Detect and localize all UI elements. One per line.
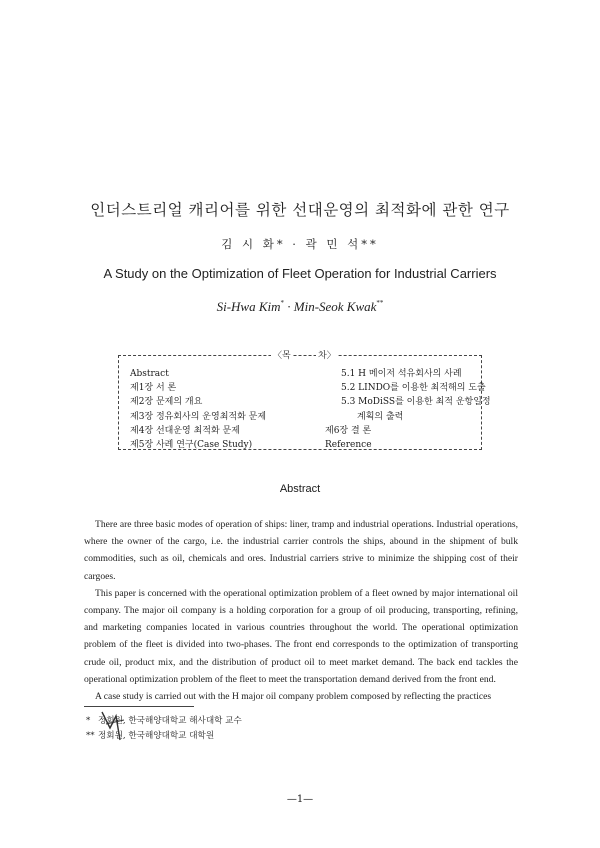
toc-item: 제3장 정유회사의 운영최적화 문제	[130, 411, 267, 422]
toc-item: 5.1 H 메이저 석유회사의 사례	[341, 369, 462, 379]
toc-item: Abstract	[130, 369, 169, 379]
toc-left-column	[130, 367, 266, 452]
toc-right-column	[325, 367, 491, 452]
author-2-mark: **	[376, 299, 384, 307]
footnote-mark: **	[86, 731, 95, 741]
korean-authors: 김 시 화* · 곽 민 석**	[221, 237, 379, 251]
toc-item: 제2장 문제의 개요	[130, 397, 203, 408]
author-separator: ·	[284, 299, 294, 314]
handwritten-mark	[96, 706, 132, 746]
toc-heading-right: 차〉	[316, 348, 338, 361]
toc-item: 5.3 MoDiSS를 이용한 최적 운항일정	[341, 397, 491, 408]
footnote-text: 정회원, 한국해양대학교 해사대학 교수	[98, 716, 242, 726]
toc-item: 제5장 사례 연구(Case Study)	[130, 440, 253, 451]
toc-item: 5.2 LINDO를 이용한 최적해의 도출	[341, 383, 486, 394]
abstract-paragraph: There are three basic modes of operation of ships: liner, tramp and industrial operations. Industrial operations, where the owner of the cargo, i.e. the industrial carrier controls the ships, abound in the shipment of bulk commodities, such as oil, chemicals and ores. Industrial carriers strive to minimize the shipping cost of their cargoes.	[84, 519, 518, 582]
page-number: —1—	[286, 794, 314, 805]
footnote-text: 정회원, 한국해양대학교 대학원	[98, 731, 215, 741]
toc-item: 제1장 서 론	[130, 383, 177, 394]
toc-item: 계획의 출력	[357, 411, 404, 422]
abstract-body	[84, 516, 518, 705]
abstract-paragraph: A case study is carried out with the H major oil company problem composed by reflecting the practices	[95, 691, 492, 703]
english-title: A Study on the Optimization of Fleet Operation for Industrial Carriers	[103, 266, 497, 281]
korean-title: 인더스트리얼 캐리어를 위한 선대운영의 최적화에 관한 연구	[90, 201, 510, 219]
footnote-mark: *	[86, 716, 91, 726]
author-1-name: Si-Hwa Kim	[216, 299, 281, 314]
author-1-mark: *	[280, 299, 284, 307]
toc-heading-left: 〈목	[271, 348, 293, 361]
toc-item: 제6장 결 론	[325, 425, 372, 436]
author-2-name: Min-Seok Kwak	[293, 299, 377, 314]
english-authors	[0, 299, 600, 315]
abstract-paragraph: This paper is concerned with the operational optimization problem of a fleet owned by major international oil company. The major oil company is a holding corporation for a group of oil producing, transporting, refining, and marketing companies located in various countries throughout the world. The operational optimization problem of the fleet is divided into two-phases. The front end corresponds to the optimization of transporting crude oil, product mix, and the distribution of product oil to meet market demand. The back end tackles the operational optimization problem of the fleet to meet the transportation demand derived from the front end.	[84, 587, 518, 685]
toc-item: 제4장 선대운영 최적화 문제	[130, 425, 240, 436]
abstract-heading: Abstract	[279, 483, 321, 495]
toc-item: Reference	[325, 440, 372, 451]
